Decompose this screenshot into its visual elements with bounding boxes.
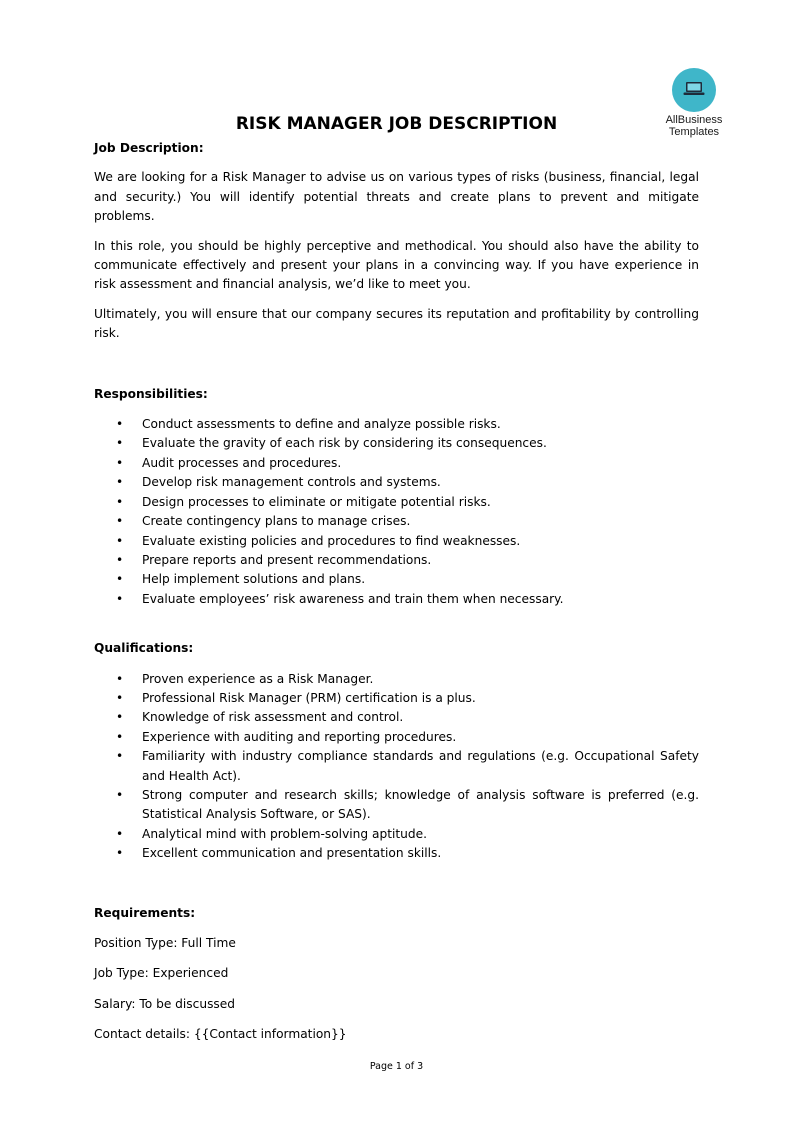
list-item-text: Analytical mind with problem-solving aptitude.: [142, 826, 427, 841]
job-description-paragraph: Ultimately, you will ensure that our company secures its reputation and profitability by controlling risk.: [94, 306, 699, 341]
list-item: [94, 532, 699, 551]
list-item-text: Evaluate employees’ risk awareness and train them when necessary.: [142, 591, 564, 606]
list-item: [94, 551, 699, 570]
list-item: [94, 434, 699, 453]
list-item-text: Knowledge of risk assessment and control.: [142, 710, 404, 725]
requirement-line: Position Type: Full Time: [94, 936, 236, 950]
list-item-text: Experience with auditing and reporting procedures.: [142, 729, 457, 744]
job-description-paragraph: In this role, you should be highly perceptive and methodical. You should also have the ability to communicate effectively and present your plans in a convincing way. If you have experience in risk assessment and financial analysis, we’d like to meet you.: [94, 238, 699, 292]
list-item-text: Audit processes and procedures.: [142, 455, 342, 470]
list-item-text: Create contingency plans to manage crises.: [142, 514, 411, 529]
list-item: [94, 493, 699, 512]
list-item-text: Evaluate the gravity of each risk by considering its consequences.: [142, 436, 547, 451]
requirement-line: Contact details: {{Contact information}}: [94, 1027, 347, 1042]
list-item: [94, 786, 699, 825]
document-body: [94, 139, 699, 1045]
bullet: •: [116, 475, 124, 490]
list-item-text: Excellent communication and presentation skills.: [142, 846, 442, 861]
bullet: •: [116, 729, 124, 744]
list-item: [94, 570, 699, 589]
page-title: RISK MANAGER JOB DESCRIPTION: [235, 114, 558, 134]
list-item-text: Familiarity with industry compliance standards and regulations (e.g. Occupational Safety and Health Act).: [142, 749, 699, 783]
list-item: [94, 689, 699, 708]
list-item-text: Evaluate existing policies and procedures to find weaknesses.: [142, 533, 521, 548]
bullet: •: [116, 494, 124, 509]
list-item-text: Develop risk management controls and systems.: [142, 475, 441, 490]
bullet: •: [116, 417, 124, 432]
list-item: [94, 590, 699, 609]
laptop-icon: [683, 81, 705, 96]
bullet: •: [116, 572, 124, 587]
qualifications-heading: Qualifications:: [94, 641, 194, 656]
bullet: •: [116, 552, 124, 567]
logo-line-2: Templates: [668, 126, 720, 138]
requirement-line: Job Type: Experienced: [94, 966, 229, 981]
logo-circle: [672, 68, 716, 112]
list-item-text: Help implement solutions and plans.: [142, 572, 366, 587]
bullet: •: [116, 690, 124, 705]
bullet: •: [116, 749, 124, 764]
bullet: •: [116, 671, 124, 686]
logo-line-1: AllBusiness: [665, 114, 723, 126]
bullet: •: [116, 436, 124, 451]
list-item: [94, 473, 699, 492]
list-item: [94, 454, 699, 473]
page-number: Page 1 of 3: [369, 1061, 424, 1072]
list-item: [94, 708, 699, 727]
requirement-line: Salary: To be discussed: [94, 996, 236, 1011]
list-item: [94, 747, 699, 786]
qualifications-list: [94, 670, 699, 864]
list-item-text: Prepare reports and present recommendations.: [142, 552, 432, 567]
bullet: •: [116, 826, 124, 841]
list-item-text: Design processes to eliminate or mitigate potential risks.: [142, 494, 491, 509]
requirements-heading: Requirements:: [94, 905, 196, 920]
job-description-paragraph: We are looking for a Risk Manager to advise us on various types of risks (business, financial, legal and security.) You will identify potential threats and create plans to prevent and mitigate problems.: [94, 170, 699, 224]
responsibilities-heading: Responsibilities:: [94, 386, 208, 401]
list-item: [94, 844, 699, 863]
bullet: •: [116, 455, 124, 470]
bullet: •: [116, 846, 124, 861]
list-item: [94, 728, 699, 747]
list-item-text: Professional Risk Manager (PRM) certification is a plus.: [142, 690, 476, 705]
list-item-text: Proven experience as a Risk Manager.: [142, 671, 374, 686]
list-item: [94, 512, 699, 531]
bullet: •: [116, 710, 124, 725]
list-item: [94, 670, 699, 689]
job-description-heading: Job Description:: [94, 141, 204, 155]
list-item-text: Strong computer and research skills; knowledge of analysis software is preferred (e.g. Statistical Analysis Software, or SAS).: [142, 787, 699, 822]
bullet: •: [116, 591, 124, 606]
list-item: [94, 415, 699, 434]
bullet: •: [116, 787, 124, 802]
list-item: [94, 825, 699, 844]
responsibilities-list: [94, 415, 699, 609]
list-item-text: Conduct assessments to define and analyze possible risks.: [142, 417, 501, 432]
bullet: •: [116, 533, 124, 548]
bullet: •: [116, 514, 124, 529]
